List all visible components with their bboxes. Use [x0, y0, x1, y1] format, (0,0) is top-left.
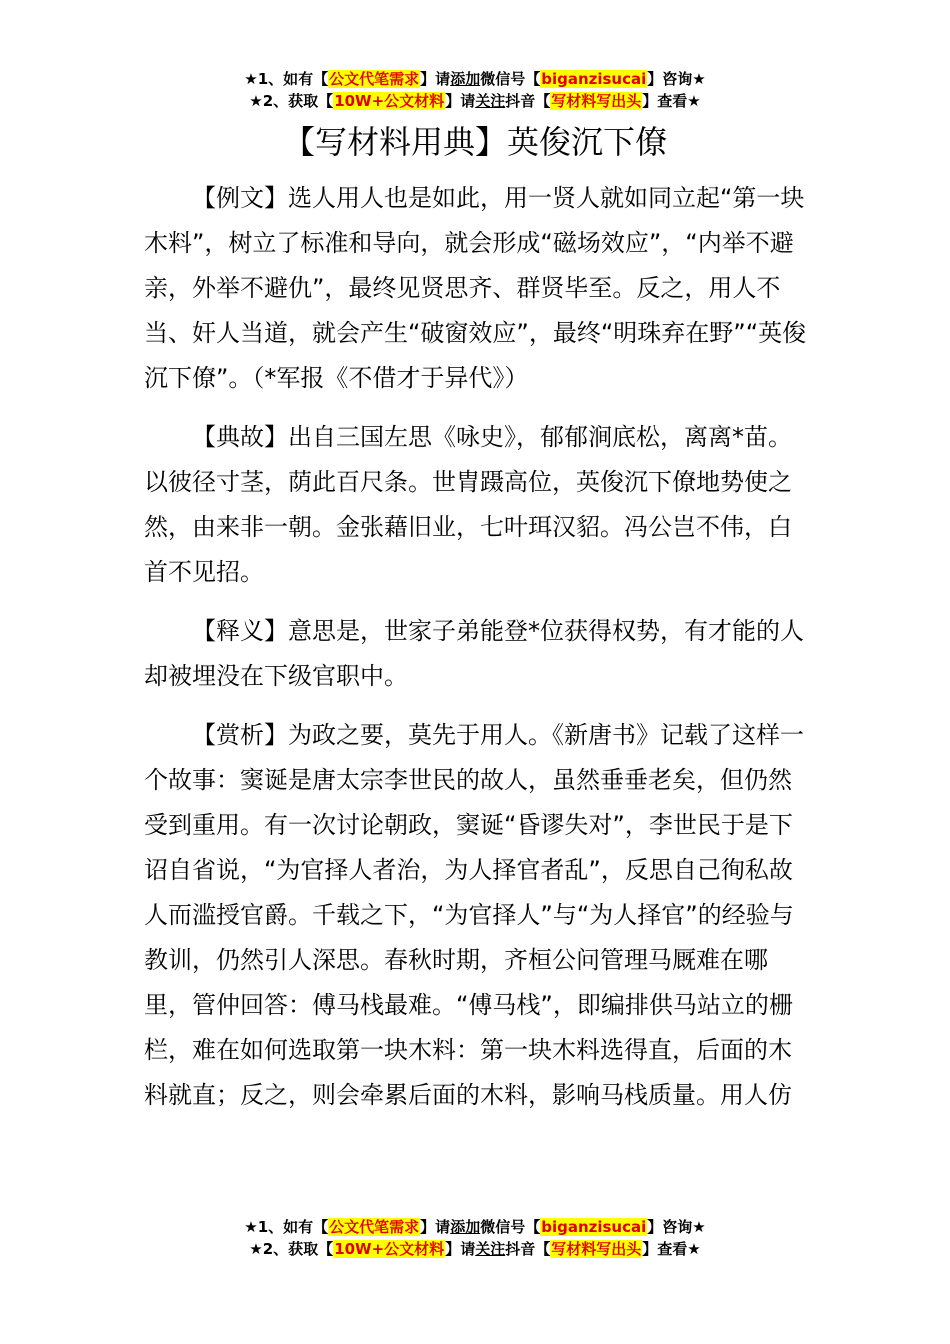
- banner-line-2: [0, 90, 950, 112]
- banner-underline: 关注: [475, 1240, 506, 1258]
- banner-text: ★1、如有【: [244, 70, 329, 88]
- paragraph-analysis: 【赏析】为政之要，莫先于用人。《新唐书》记载了这样一个故事：窦诞是唐太宗李世民的故人，虽然垂垂老矣，但仍然受到重用。有一次讨论朝政，窦诞“昏谬失对”，李世民于是下诏自省说，“为官择人者治，为人择官者乱”，反思自己徇私故人而滥授官爵。千载之下，“为官择人”与“为人择官”的经验与教训，仍然引人深思。春秋时期，齐桓公问管理马厩难在哪里，管仲回答：傅马栈最难。“傅马栈”，即编排供马站立的栅栏，难在如何选取第一块木料：第一块木料选得直，后面的木料就直；反之，则会牵累后面的木料，影响马栈质量。用人仿: [144, 721, 804, 1109]
- paragraph-allusion: 【典故】出自三国左思《咏史》，郁郁涧底松，离离*苗。以彼径寸茎，荫此百尺条。世胄蹑高位，英俊沉下僚地势使之然，由来非一朝。金张藉旧业，七叶珥汉貂。冯公岂不伟，白首不见招。: [144, 423, 792, 586]
- banner-text: 】咨询★: [647, 1218, 706, 1236]
- banner-underline: 添加: [450, 70, 481, 88]
- banner-text: 】咨询★: [647, 70, 706, 88]
- banner-text: 】查看★: [642, 1240, 701, 1258]
- banner-line-1: [0, 68, 950, 90]
- banner-underline: 关注: [475, 92, 506, 110]
- footer-banner: [0, 1216, 950, 1260]
- document-body: [144, 176, 808, 1132]
- banner-text: 抖音【: [505, 1240, 551, 1258]
- banner-highlight: 公文代笔需求: [329, 70, 420, 88]
- paragraph-example: 【例文】选人用人也是如此，用一贤人就如同立起“第一块木料”，树立了标准和导向，就会形成“磁场效应”，“内举不避亲，外举不避仇”，最终见贤思齐、群贤毕至。反之，用人不当、奸人当道，就会产生“破窗效应”，最终“明珠弃在野”“英俊沉下僚”。（*军报《不借才于异代》）: [144, 184, 807, 392]
- banner-underline: 添加: [450, 1218, 481, 1236]
- banner-highlight: 10W+公文材料: [334, 1240, 445, 1258]
- banner-text: ★1、如有【: [244, 1218, 329, 1236]
- banner-highlight: 公文代笔需求: [329, 1218, 420, 1236]
- banner-highlight: 写材料写出头: [551, 92, 642, 110]
- banner-text: 】请: [420, 1218, 451, 1236]
- banner-highlight: 10W+公文材料: [334, 92, 445, 110]
- banner-line-2: [0, 1238, 950, 1260]
- banner-line-1: [0, 1216, 950, 1238]
- banner-text: 微信号【: [480, 1218, 541, 1236]
- banner-text: 】请: [420, 70, 451, 88]
- page-title: 【写材料用典】英俊沉下僚: [282, 123, 667, 161]
- banner-text: 微信号【: [480, 70, 541, 88]
- banner-text: 】查看★: [642, 92, 701, 110]
- banner-text: 】请: [445, 92, 476, 110]
- banner-highlight: biganzisucai: [541, 70, 647, 88]
- banner-text: ★2、获取【: [249, 92, 334, 110]
- banner-text: 抖音【: [505, 92, 551, 110]
- banner-text: 】请: [445, 1240, 476, 1258]
- banner-highlight: biganzisucai: [541, 1218, 647, 1236]
- header-banner: [0, 68, 950, 112]
- banner-text: ★2、获取【: [249, 1240, 334, 1258]
- banner-highlight: 写材料写出头: [551, 1240, 642, 1258]
- paragraph-meaning: 【释义】意思是，世家子弟能登*位获得权势，有才能的人却被埋没在下级官职中。: [144, 617, 804, 690]
